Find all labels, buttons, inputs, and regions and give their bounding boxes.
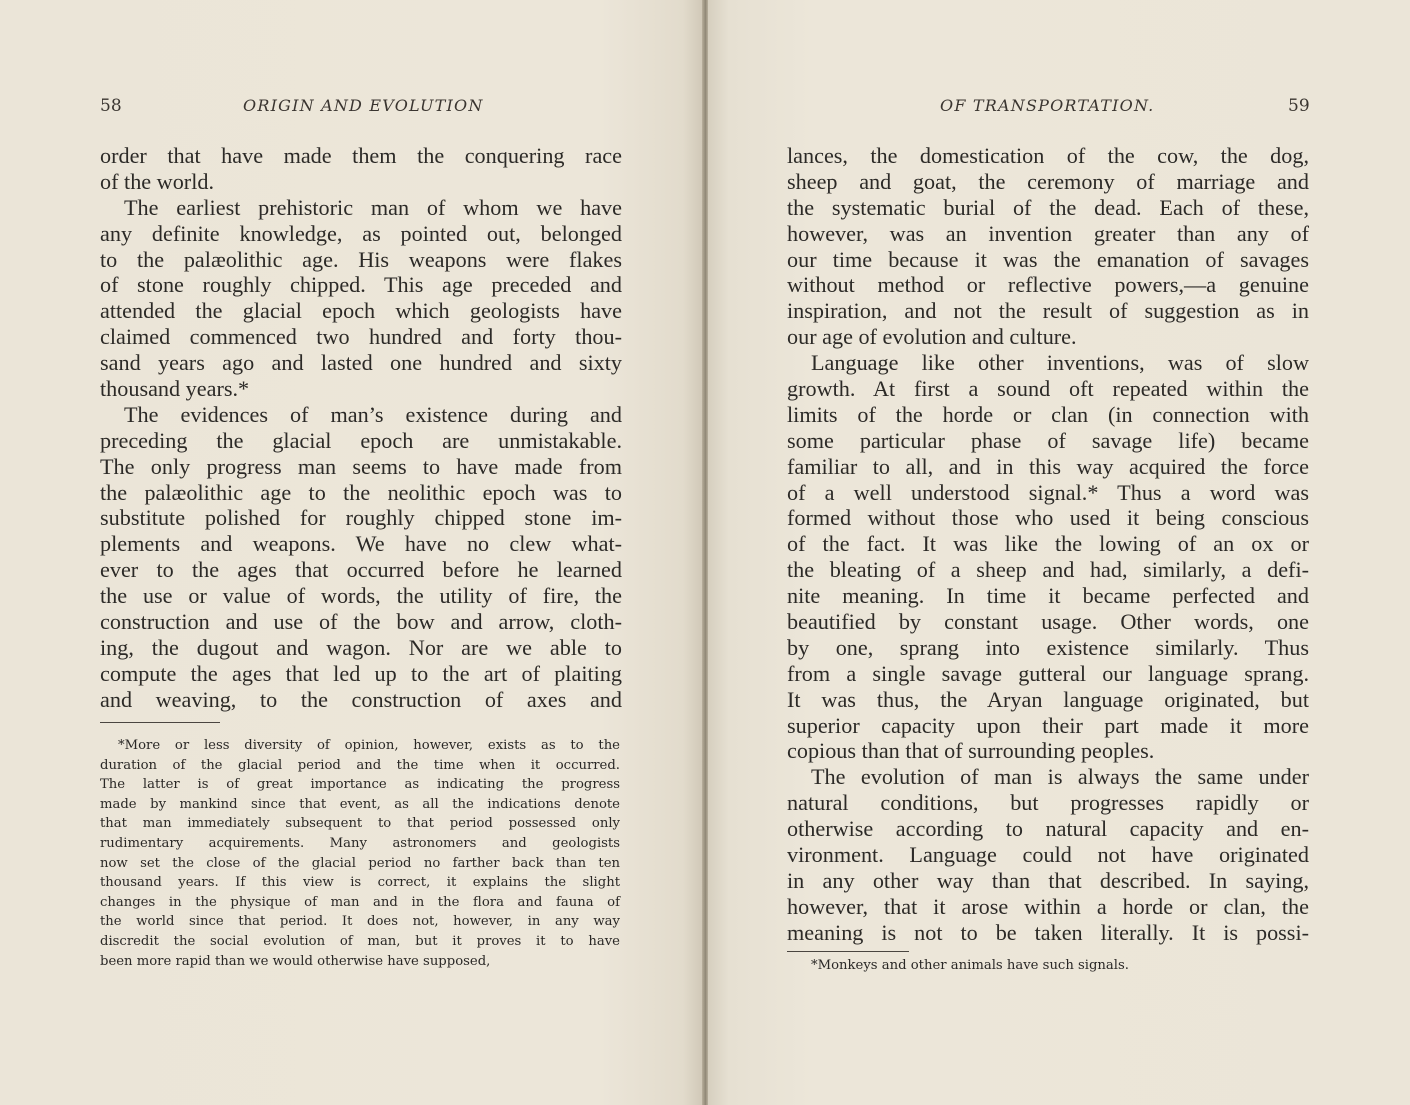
body-line: the use or value of words, the utility of fire, the — [100, 583, 622, 609]
footnote-line: that man immediately subsequent to that period possessed only — [100, 816, 620, 832]
body-line: to the palæolithic age. His weapons were flakes — [100, 246, 622, 272]
body-line: of a well understood signal.* Thus a word was — [787, 479, 1309, 505]
body-line: our age of evolution and culture. — [787, 324, 1077, 350]
body-line: of the world. — [100, 168, 214, 194]
body-line: substitute polished for roughly chipped stone im- — [100, 505, 622, 531]
footnote-line: *Monkeys and other animals have such signals. — [811, 958, 1129, 973]
body-line: of the fact. It was like the lowing of an ox or — [787, 531, 1309, 557]
right-running-head: OF TRANSPORTATION. — [940, 96, 1155, 115]
body-line: vironment. Language could not have originated — [787, 842, 1309, 868]
left-page-number: 58 — [100, 96, 122, 116]
body-line: attended the glacial epoch which geologists have — [100, 298, 622, 324]
body-line: The earliest prehistoric man of whom we have — [124, 194, 622, 220]
left-body-text — [100, 143, 622, 713]
body-line: inspiration, and not the result of suggestion as in — [787, 298, 1309, 324]
body-line: of stone roughly chipped. This age preceded and — [100, 272, 622, 298]
body-line: some particular phase of savage life) became — [787, 427, 1309, 453]
body-line: the systematic burial of the dead. Each of these, — [787, 194, 1309, 220]
body-line: plements and weapons. We have no clew what- — [100, 531, 622, 557]
body-line: beautified by constant usage. Other words, one — [787, 609, 1309, 635]
body-line: in any other way than that described. In saying, — [787, 867, 1309, 893]
footnote-divider — [100, 722, 220, 723]
body-line: natural conditions, but progresses rapidly or — [787, 790, 1309, 816]
body-line: preceding the glacial epoch are unmistakable. — [100, 427, 622, 453]
footnote-line: thousand years. If this view is correct, it explains the slight — [100, 875, 620, 891]
body-line: sand years ago and lasted one hundred and sixty — [100, 350, 622, 376]
body-line: compute the ages that led up to the art of plaiting — [100, 660, 622, 686]
body-line: from a single savage gutteral our language sprang. — [787, 660, 1309, 686]
body-line: ing, the dugout and wagon. Nor are we able to — [100, 634, 622, 660]
footnote-line: changes in the physique of man and in the flora and fauna of — [100, 894, 620, 910]
body-line: order that have made them the conquering race — [100, 143, 622, 168]
right-footnote — [787, 956, 1307, 976]
body-line: It was thus, the Aryan language originated, but — [787, 686, 1309, 712]
body-line: construction and use of the bow and arrow, cloth- — [100, 609, 622, 635]
footnote-line: discredit the social evolution of man, but it proves it to have — [100, 933, 620, 949]
body-line: however, that it arose within a horde or clan, the — [787, 893, 1309, 919]
body-line: limits of the horde or clan (in connection with — [787, 401, 1309, 427]
body-line: any definite knowledge, as pointed out, belonged — [100, 220, 622, 246]
footnote-divider — [787, 951, 909, 952]
body-line: The only progress man seems to have made from — [100, 453, 622, 479]
body-line: and weaving, to the construction of axes and — [100, 686, 622, 712]
footnote-line: duration of the glacial period and the time when it occurred. — [100, 757, 620, 773]
footnote-line: *More or less diversity of opinion, however, exists as to the — [118, 738, 620, 753]
body-line: otherwise according to natural capacity and en- — [787, 816, 1309, 842]
body-line: the palæolithic age to the neolithic epoch was to — [100, 479, 622, 505]
body-line: superior capacity upon their part made it more — [787, 712, 1309, 738]
body-line: sheep and goat, the ceremony of marriage and — [787, 168, 1309, 194]
right-page-number: 59 — [1288, 96, 1310, 116]
body-line: without method or reflective powers,—a genuine — [787, 272, 1309, 298]
right-page — [708, 0, 1410, 1105]
footnote-line: made by mankind since that event, as all the indications denote — [100, 796, 620, 812]
body-line: ever to the ages that occurred before he learned — [100, 557, 622, 583]
right-body-text — [787, 143, 1309, 946]
body-line: familiar to all, and in this way acquired the force — [787, 453, 1309, 479]
body-line: claimed commenced two hundred and forty thou- — [100, 324, 622, 350]
footnote-line: been more rapid than we would otherwise have supposed, — [100, 953, 491, 969]
body-line: growth. At first a sound oft repeated within the — [787, 376, 1309, 402]
body-line: meaning is not to be taken literally. It is possi- — [787, 919, 1309, 945]
body-line: by one, sprang into existence similarly. Thus — [787, 634, 1309, 660]
footnote-line: now set the close of the glacial period no farther back than ten — [100, 855, 620, 871]
footnote-line: rudimentary acquirements. Many astronomers and geologists — [100, 835, 620, 851]
footnote-line: the world since that period. It does not, however, in any way — [100, 914, 620, 930]
body-line: nite meaning. In time it became perfected and — [787, 583, 1309, 609]
left-page — [0, 0, 704, 1105]
body-line: The evidences of man’s existence during and — [124, 401, 622, 427]
footnote-line: The latter is of great importance as indicating the progress — [100, 777, 620, 793]
body-line: The evolution of man is always the same under — [811, 764, 1309, 790]
body-line: the bleating of a sheep and had, similarly, a defi- — [787, 557, 1309, 583]
left-footnote — [100, 736, 620, 971]
body-line: Language like other inventions, was of slow — [811, 350, 1309, 376]
body-line: our time because it was the emanation of savages — [787, 246, 1309, 272]
body-line: formed without those who used it being conscious — [787, 505, 1309, 531]
body-line: lances, the domestication of the cow, the dog, — [787, 143, 1309, 168]
body-line: copious than that of surrounding peoples. — [787, 738, 1155, 764]
left-running-head: ORIGIN AND EVOLUTION — [243, 96, 484, 115]
body-line: however, was an invention greater than any of — [787, 220, 1309, 246]
body-line: thousand years.* — [100, 376, 250, 402]
